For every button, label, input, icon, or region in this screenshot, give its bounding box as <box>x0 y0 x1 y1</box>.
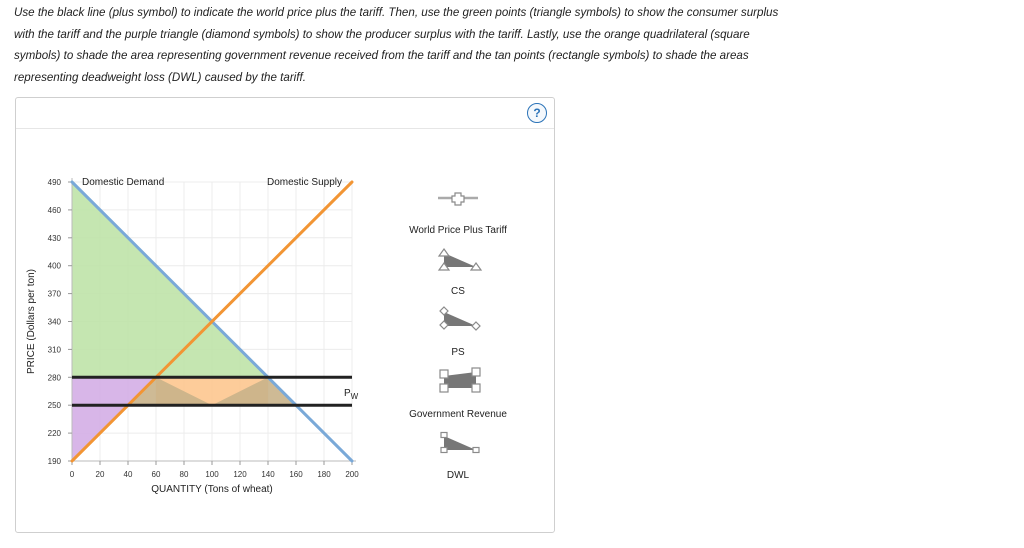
y-tick-label: 250 <box>47 401 61 411</box>
instruction-line: Use the black line (plus symbol) to indicate the world price plus the tariff. Then, use the green points (triangle symbols) to show the consumer surplus <box>14 6 779 19</box>
help-button[interactable]: ? <box>527 103 547 123</box>
x-tick-label: 180 <box>317 470 331 479</box>
tariff-chart[interactable] <box>16 98 554 532</box>
y-axis-title: PRICE (Dollars per ton) <box>26 268 37 375</box>
square-icon <box>440 370 448 378</box>
legend-label-world-price-tariff: World Price Plus Tariff <box>409 225 507 236</box>
legend-label-ps: PS <box>451 347 465 358</box>
plus-icon <box>452 193 464 205</box>
x-axis-title: QUANTITY (Tons of wheat) <box>151 484 273 495</box>
y-tick-label: 430 <box>47 233 61 243</box>
x-tick-label: 0 <box>69 470 75 479</box>
diamond-icon <box>472 322 480 330</box>
legend-dwl-tool[interactable] <box>441 433 479 453</box>
instruction-line: symbols) to shade the area representing government revenue received from the tariff and the tan points (rectangle symbols) to shade the areas <box>14 49 749 63</box>
square-icon <box>440 384 448 392</box>
y-tick-label: 280 <box>47 373 61 383</box>
rectangle-icon <box>473 448 479 453</box>
x-tick-label: 80 <box>179 470 189 479</box>
pw-label <box>344 388 359 401</box>
legend-cs-tool[interactable] <box>439 249 481 270</box>
square-icon <box>472 384 480 392</box>
label-domestic-demand: Domestic Demand <box>82 177 165 188</box>
y-tick-label: 310 <box>47 345 61 355</box>
instruction-line: representing deadweight loss (DWL) caused by the tariff. <box>14 70 306 84</box>
graph-panel <box>15 97 555 533</box>
y-tick-label: 370 <box>47 289 61 299</box>
x-tick-label: 60 <box>151 470 161 479</box>
dwl-triangle-shape <box>444 436 476 450</box>
label-domestic-supply: Domestic Supply <box>266 177 342 188</box>
instructions <box>14 2 1004 88</box>
pw-label-sub: W <box>350 392 359 402</box>
legend-label-government-revenue: Government Revenue <box>409 409 507 420</box>
x-tick-label: 120 <box>233 470 247 479</box>
y-tick-label: 490 <box>47 178 61 187</box>
revenue-quad-shape <box>444 372 476 388</box>
legend-world-price-tariff-tool[interactable] <box>438 193 478 205</box>
square-icon <box>472 368 480 376</box>
legend-label-cs: CS <box>451 286 465 297</box>
triangle-icon <box>439 249 449 256</box>
ps-triangle-shape <box>444 312 476 326</box>
rectangle-icon <box>441 433 447 438</box>
legend-government-revenue-tool[interactable] <box>440 368 480 392</box>
y-tick-label: 460 <box>47 205 61 215</box>
x-tick-label: 20 <box>95 470 105 479</box>
legend-ps-tool[interactable] <box>440 307 480 330</box>
x-tick-label: 200 <box>345 470 359 479</box>
y-tick-label: 220 <box>47 429 61 439</box>
rectangle-icon <box>441 448 447 453</box>
instruction-line: with the tariff and the purple triangle (diamond symbols) to show the producer surplus with the tariff. Lastly, use the orange quadrilateral (square <box>14 27 750 41</box>
legend-label-dwl: DWL <box>446 470 470 481</box>
x-tick-label: 100 <box>205 470 219 479</box>
pw-label-main: P <box>344 388 351 400</box>
x-tick-label: 160 <box>289 470 303 479</box>
x-tick-label: 140 <box>261 470 275 479</box>
y-tick-label: 400 <box>47 261 61 271</box>
x-tick-label: 40 <box>123 470 133 479</box>
y-tick-label: 340 <box>47 317 61 327</box>
y-tick-label: 190 <box>47 457 61 466</box>
